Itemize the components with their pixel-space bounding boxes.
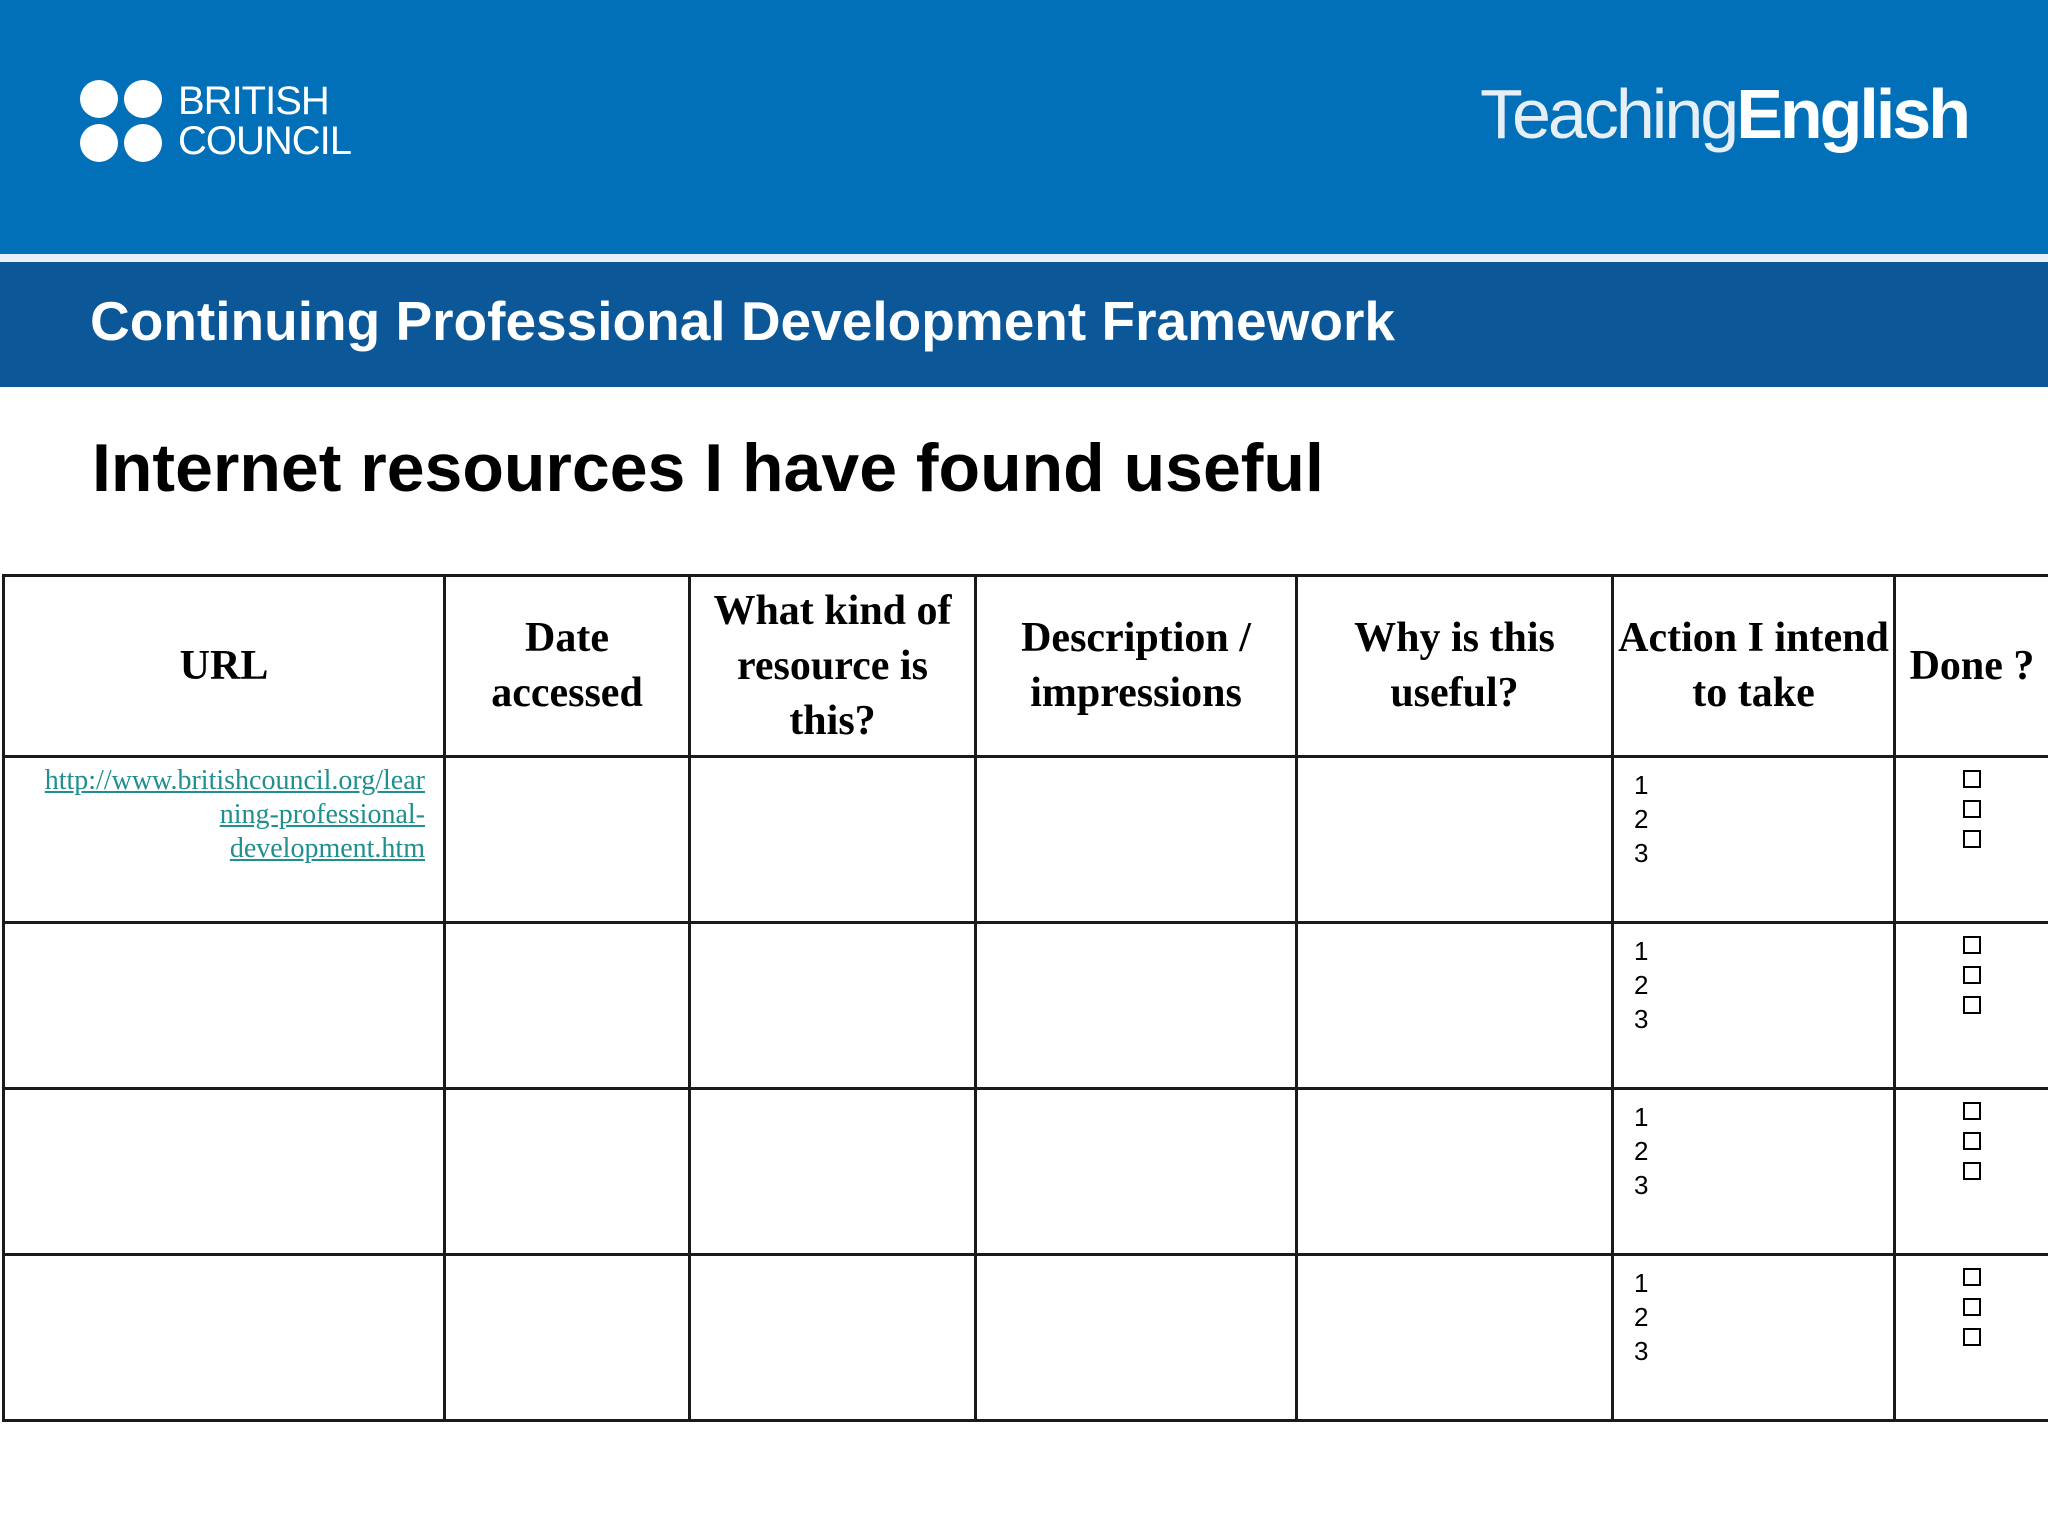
done-checkbox[interactable] <box>1963 966 1981 984</box>
action-number: 2 <box>1634 1136 1649 1166</box>
column-header-date: Date accessed <box>445 576 690 757</box>
action-number: 1 <box>1634 936 1649 966</box>
action-number: 2 <box>1634 970 1649 1000</box>
url-cell[interactable] <box>4 923 445 1089</box>
description-cell[interactable] <box>976 923 1297 1089</box>
done-checkbox[interactable] <box>1963 1268 1981 1286</box>
description-cell[interactable] <box>976 757 1297 923</box>
logo-line-1: BRITISH <box>178 79 329 123</box>
why-cell[interactable] <box>1297 757 1613 923</box>
url-cell[interactable] <box>4 757 445 923</box>
kind-cell[interactable] <box>690 1089 976 1255</box>
table-row <box>4 923 2048 1089</box>
table-row <box>4 1089 2048 1255</box>
action-number: 3 <box>1634 838 1649 868</box>
url-cell[interactable] <box>4 1255 445 1421</box>
done-cell <box>1895 757 2048 923</box>
action-cell[interactable] <box>1613 757 1895 923</box>
action-cell[interactable] <box>1613 1255 1895 1421</box>
done-cell <box>1895 923 2048 1089</box>
column-header-kind: What kind of resource is this? <box>690 576 976 757</box>
done-checkbox[interactable] <box>1963 996 1981 1014</box>
column-header-why: Why is this useful? <box>1297 576 1613 757</box>
why-cell[interactable] <box>1297 1255 1613 1421</box>
logo-teaching: Teaching <box>1479 75 1737 153</box>
done-checkbox[interactable] <box>1963 1162 1981 1180</box>
date-cell[interactable] <box>445 923 690 1089</box>
done-cell <box>1895 1255 2048 1421</box>
done-checkbox[interactable] <box>1963 800 1981 818</box>
action-number: 1 <box>1634 1102 1649 1132</box>
done-cell <box>1895 1089 2048 1255</box>
why-cell[interactable] <box>1297 923 1613 1089</box>
action-cell[interactable] <box>1613 1089 1895 1255</box>
why-cell[interactable] <box>1297 1089 1613 1255</box>
british-council-logo <box>80 80 351 162</box>
column-header-action: Action I intend to take <box>1613 576 1895 757</box>
done-checkbox[interactable] <box>1963 1328 1981 1346</box>
resources-table <box>2 574 2048 1422</box>
action-number: 2 <box>1634 1302 1649 1332</box>
done-checkbox[interactable] <box>1963 936 1981 954</box>
framework-title: Continuing Professional Development Framework <box>90 290 1395 352</box>
description-cell[interactable] <box>976 1089 1297 1255</box>
page-heading: Internet resources I have found useful <box>92 430 1324 506</box>
url-link[interactable]: http://www.britishcouncil.org/lear ning-professional- development.htm <box>44 765 425 864</box>
date-cell[interactable] <box>445 1089 690 1255</box>
column-header-url: URL <box>4 576 445 757</box>
logo-english: English <box>1736 75 1968 153</box>
action-number: 1 <box>1634 1268 1649 1298</box>
kind-cell[interactable] <box>690 923 976 1089</box>
done-checkbox[interactable] <box>1963 1298 1981 1316</box>
kind-cell[interactable] <box>690 1255 976 1421</box>
url-cell[interactable] <box>4 1089 445 1255</box>
action-number: 3 <box>1634 1336 1649 1366</box>
action-number: 1 <box>1634 770 1649 800</box>
done-checkbox[interactable] <box>1963 830 1981 848</box>
kind-cell[interactable] <box>690 757 976 923</box>
done-checkbox[interactable] <box>1963 770 1981 788</box>
action-number: 3 <box>1634 1004 1649 1034</box>
action-number: 3 <box>1634 1170 1649 1200</box>
date-cell[interactable] <box>445 757 690 923</box>
header-row <box>4 576 2048 757</box>
done-checkbox[interactable] <box>1963 1102 1981 1120</box>
action-number: 2 <box>1634 804 1649 834</box>
done-checkbox[interactable] <box>1963 1132 1981 1150</box>
description-cell[interactable] <box>976 1255 1297 1421</box>
date-cell[interactable] <box>445 1255 690 1421</box>
table-row <box>4 757 2048 923</box>
column-header-done: Done ? <box>1895 576 2048 757</box>
banner-divider <box>0 254 2048 262</box>
column-header-description: Description / impressions <box>976 576 1297 757</box>
british-council-dots-icon <box>80 80 162 162</box>
action-cell[interactable] <box>1613 923 1895 1089</box>
table-row <box>4 1255 2048 1421</box>
teaching-english-logo <box>1480 72 1968 156</box>
logo-line-2: COUNCIL <box>178 119 352 163</box>
